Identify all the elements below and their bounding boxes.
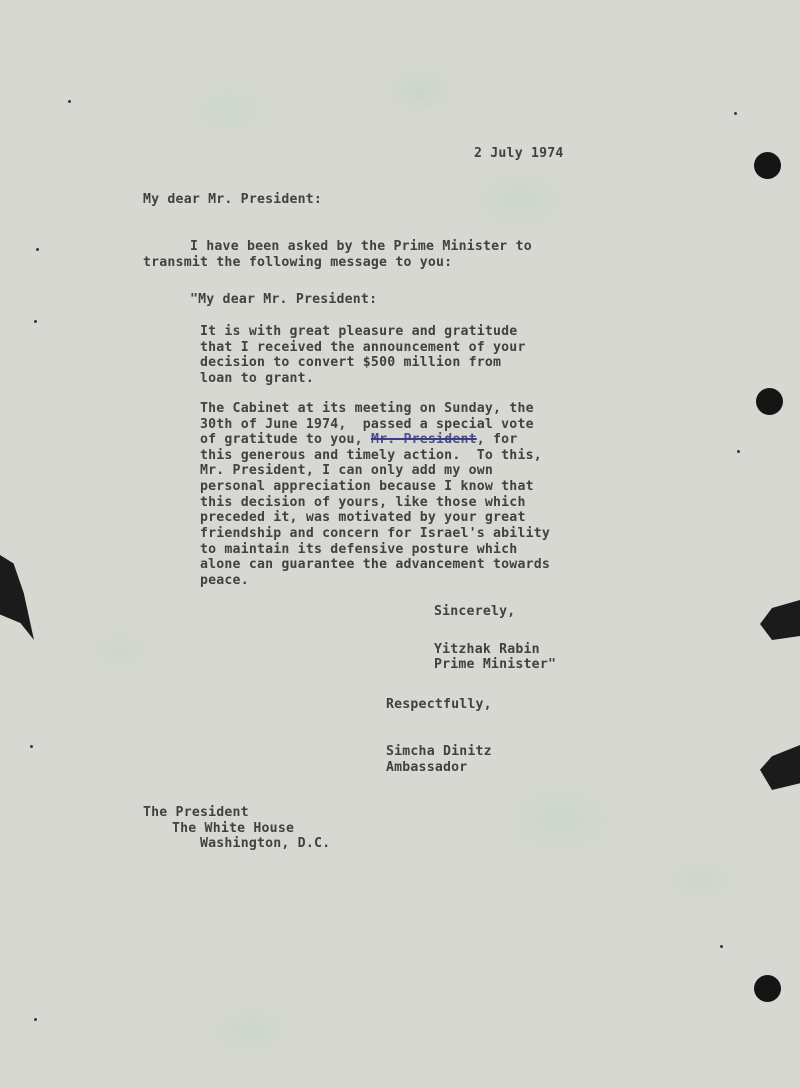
- closing: Respectfully,: [386, 697, 492, 712]
- message-paragraph-1-line: It is with great pleasure and gratitude: [200, 324, 518, 339]
- message-paragraph-2-line: friendship and concern for Israel's ability: [200, 526, 551, 541]
- message-paragraph-1-line: that I received the announcement of your: [200, 340, 526, 355]
- torn-edge-left: [0, 555, 34, 640]
- rabin-closing: Sincerely,: [434, 604, 516, 619]
- message-paragraph-1-line: loan to grant.: [200, 371, 314, 386]
- signer-title: Ambassador: [386, 760, 468, 775]
- speck: [737, 450, 740, 453]
- message-paragraph-2-line: this decision of yours, like those which: [200, 495, 526, 510]
- speck: [720, 945, 723, 948]
- text-segment: of gratitude to you,: [200, 432, 371, 447]
- intro-line-1: I have been asked by the Prime Minister to: [190, 239, 532, 254]
- message-paragraph-2-line: this generous and timely action. To this,: [200, 448, 542, 463]
- speck: [30, 745, 33, 748]
- speck: [68, 100, 71, 103]
- torn-edge-right-upper: [760, 600, 800, 640]
- punch-hole-middle: [756, 388, 783, 415]
- message-paragraph-2-line: alone can guarantee the advancement towards: [200, 557, 551, 572]
- message-paragraph-2-line: preceded it, was motivated by your great: [200, 510, 526, 525]
- letter-date: 2 July 1974: [474, 146, 564, 161]
- punch-hole-top: [754, 152, 781, 179]
- speck: [34, 320, 37, 323]
- speck: [36, 248, 39, 251]
- punch-hole-bottom: [754, 975, 781, 1002]
- rabin-title: Prime Minister": [434, 657, 557, 672]
- address-line-2: The White House: [172, 821, 295, 836]
- message-paragraph-2-line: 30th of June 1974, passed a special vote: [200, 417, 534, 432]
- speck: [34, 1018, 37, 1021]
- message-paragraph-2-line: to maintain its defensive posture which: [200, 542, 518, 557]
- message-paragraph-2-line: peace.: [200, 573, 249, 588]
- signer-name: Simcha Dinitz: [386, 744, 492, 759]
- rabin-name: Yitzhak Rabin: [434, 642, 540, 657]
- quoted-salutation: "My dear Mr. President:: [190, 292, 378, 307]
- torn-edge-right-lower: [760, 745, 800, 790]
- message-paragraph-2-line: Mr. President, I can only add my own: [200, 463, 494, 478]
- message-paragraph-2-line-with-strike: [200, 432, 517, 448]
- text-segment: , for: [476, 432, 518, 447]
- intro-line-2: transmit the following message to you:: [143, 255, 453, 270]
- message-paragraph-2-line: personal appreciation because I know that: [200, 479, 534, 494]
- salutation: My dear Mr. President:: [143, 192, 323, 207]
- address-line-3: Washington, D.C.: [200, 836, 331, 851]
- struck-out-text: Mr. President: [370, 432, 477, 447]
- message-paragraph-2-line: The Cabinet at its meeting on Sunday, the: [200, 401, 534, 416]
- speck: [734, 112, 737, 115]
- message-paragraph-1-line: decision to convert $500 million from: [200, 355, 502, 370]
- address-line-1: The President: [143, 805, 249, 820]
